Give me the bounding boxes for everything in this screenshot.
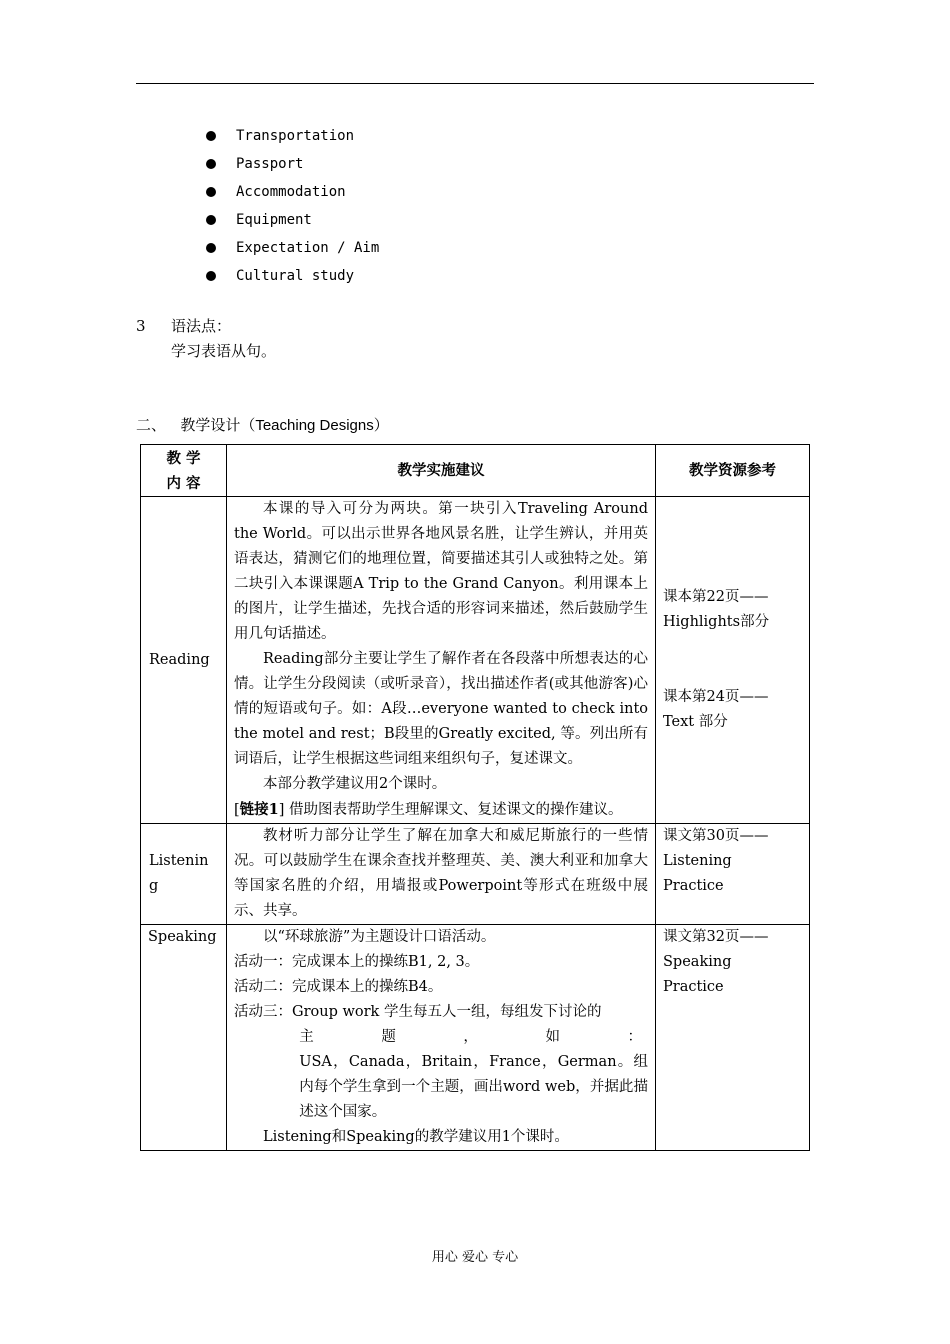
table-row-speaking [141, 925, 810, 1151]
teaching-design-heading [136, 414, 389, 437]
header-content: 教 学 内 容 [141, 445, 227, 497]
section-number: 3 [136, 317, 146, 335]
section-title: 语法点： [171, 317, 232, 335]
list-item: Transportation [206, 122, 379, 150]
grammar-section [136, 314, 276, 364]
list-item: Passport [206, 150, 379, 178]
header-rule [136, 83, 814, 84]
reading-suggestions: 本课的导入可分为两块。第一块引入Traveling Around the World。可以出示世界各地风景名胜，让学生辨认，并用英语表达，猜测它们的地理位置，简要描述其引人或独特之处。第二块引入本课课题A Trip to the Grand Canyon。利用课本上的图片，让学生描述，先找合适的形容词来描述，然后鼓励学生用几句话描述。 Reading部分主要让学生了解作者在各段落中所想表达的心情。让学生分段阅读（或听录音），找出描述作者(或其他游客)心情的短语或句子。如：A段…everyone wanted to check into the motel and rest；B段里的Greatly excited, 等。列出所有词语后，让学生根据这些词组来组织句子，复述课文。 本部分教学建议用2个课时。 [链接1] 借助图表帮助学生理解课文、复述课文的操作建议。 [227, 497, 656, 824]
heading-title: 教学设计（Teaching Designs） [180, 417, 389, 434]
list-item: Cultural study [206, 262, 379, 290]
header-suggestions: 教学实施建议 [227, 445, 656, 497]
row-label: Speaking [141, 925, 227, 1151]
header-resources: 教学资源参考 [656, 445, 810, 497]
link-note: [链接1] 借助图表帮助学生理解课文、复述课文的操作建议。 [234, 801, 623, 818]
heading-number: 二、 [136, 416, 167, 434]
bullet-icon [206, 131, 216, 141]
table-row-listening [141, 824, 810, 925]
topic-bullet-list [206, 122, 379, 290]
bullet-icon [206, 187, 216, 197]
reading-resources: 课本第22页—— Highlights部分 课本第24页—— Text 部分 [656, 497, 810, 824]
row-label: Reading [141, 497, 227, 824]
teaching-design-table [140, 444, 810, 1151]
table-row-reading [141, 497, 810, 824]
bullet-icon [206, 215, 216, 225]
bullet-icon [206, 159, 216, 169]
bullet-icon [206, 271, 216, 281]
list-item: Accommodation [206, 178, 379, 206]
list-item: Equipment [206, 206, 379, 234]
speaking-resources: 课文第32页—— Speaking Practice [656, 925, 810, 1151]
row-label: Listenin g [141, 824, 227, 925]
section-body: 学习表语从句。 [171, 342, 277, 360]
listening-suggestions: 教材听力部分让学生了解在加拿大和威尼斯旅行的一些情况。可以鼓励学生在课余查找并整理英、美、澳大利亚和加拿大等国家名胜的介绍，用墙报或Powerpoint等形式在班级中展示、共享。 [227, 824, 656, 925]
listening-resources: 课文第30页—— Listening Practice [656, 824, 810, 925]
speaking-suggestions: 以“环球旅游”为主题设计口语活动。 活动一：完成课本上的操练B1, 2, 3。 活动二：完成课本上的操练B4。 活动三：Group work 学生每五人一组，每组发下讨论的 主 题 ， 如 ： USA，Canada，Britain，France，German。组内每个学生拿到一个主题，画出word web，并据此描述这个国家。 Listening和Speaking的教学建议用1个课时。 [227, 925, 656, 1151]
table-header-row [141, 445, 810, 497]
list-item: Expectation / Aim [206, 234, 379, 262]
page-footer: 用心 爱心 专心 [431, 1250, 519, 1265]
bullet-icon [206, 243, 216, 253]
